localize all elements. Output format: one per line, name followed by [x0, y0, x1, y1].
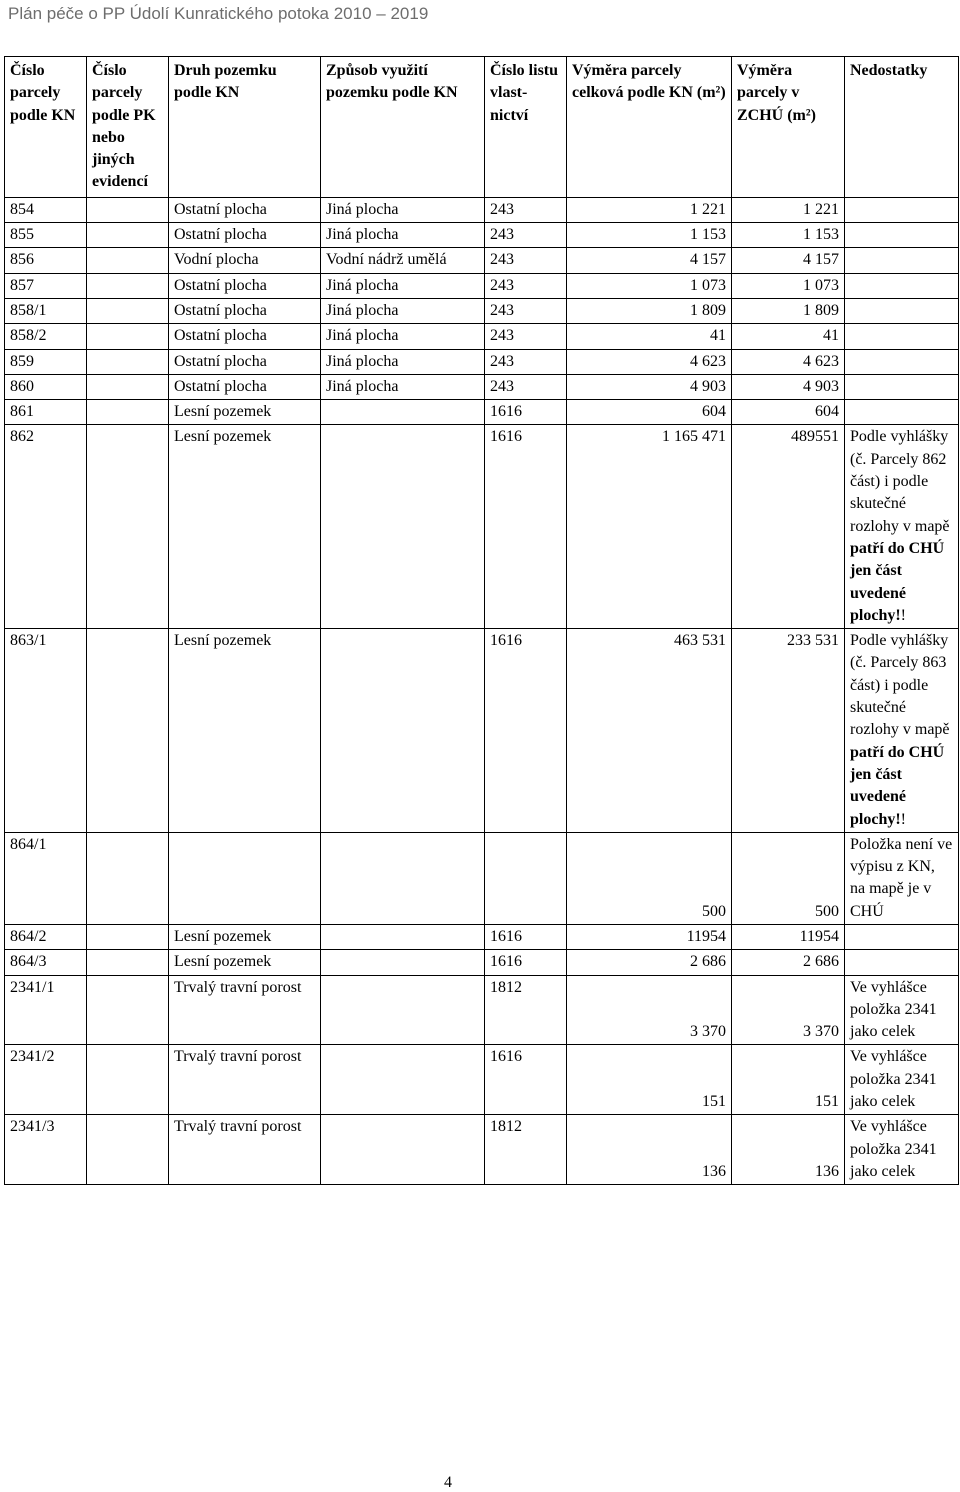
cell-pk — [87, 1045, 169, 1115]
cell-druh: Ostatní plocha — [169, 273, 321, 298]
cell-lv: 1812 — [485, 975, 567, 1045]
cell-celkova: 4 623 — [567, 349, 732, 374]
cell-zchu: 233 531 — [732, 629, 845, 833]
cell-druh: Lesní pozemek — [169, 950, 321, 975]
cell-celkova: 604 — [567, 400, 732, 425]
col-header-celkova: Výměra parcely celková podle KN (m²) — [567, 57, 732, 198]
cell-pk — [87, 400, 169, 425]
table-row — [5, 349, 959, 374]
cell-zpusob — [321, 425, 485, 629]
table-row — [5, 629, 959, 833]
cell-kn: 856 — [5, 248, 87, 273]
cell-druh: Ostatní plocha — [169, 349, 321, 374]
col-header-pk: Číslo parcely podle PK nebo jiných evidencí — [87, 57, 169, 198]
cell-druh: Vodní plocha — [169, 248, 321, 273]
cell-druh: Ostatní plocha — [169, 223, 321, 248]
cell-celkova: 4 903 — [567, 374, 732, 399]
cell-druh: Trvalý travní porost — [169, 1115, 321, 1185]
cell-zpusob — [321, 832, 485, 924]
cell-pk — [87, 298, 169, 323]
cell-lv: 243 — [485, 197, 567, 222]
cell-note — [845, 273, 959, 298]
cell-celkova: 3 370 — [567, 975, 732, 1045]
cell-zpusob — [321, 629, 485, 833]
cell-zchu: 3 370 — [732, 975, 845, 1045]
cell-pk — [87, 197, 169, 222]
table-row — [5, 1045, 959, 1115]
cell-celkova: 41 — [567, 324, 732, 349]
col-header-zchu: Výměra parcely v ZCHÚ (m²) — [732, 57, 845, 198]
cell-celkova: 2 686 — [567, 950, 732, 975]
cell-kn: 860 — [5, 374, 87, 399]
cell-note: Ve vyhlášce položka 2341 jako celek — [845, 1045, 959, 1115]
table-row — [5, 298, 959, 323]
cell-celkova: 1 809 — [567, 298, 732, 323]
cell-celkova: 463 531 — [567, 629, 732, 833]
col-header-lv: Číslo listu vlast-nictví — [485, 57, 567, 198]
cell-pk — [87, 223, 169, 248]
cell-kn: 858/2 — [5, 324, 87, 349]
cell-kn: 864/1 — [5, 832, 87, 924]
col-header-kn: Číslo parcely podle KN — [5, 57, 87, 198]
cell-zpusob: Jiná plocha — [321, 223, 485, 248]
note-plain: Podle vyhlášky (č. Parcely 862 část) i podle skutečné rozlohy v mapě — [850, 428, 950, 535]
cell-note — [845, 950, 959, 975]
cell-druh: Lesní pozemek — [169, 629, 321, 833]
cell-note — [845, 197, 959, 222]
cell-pk — [87, 374, 169, 399]
cell-note — [845, 223, 959, 248]
page-number: 4 — [444, 1474, 452, 1491]
cell-celkova: 4 157 — [567, 248, 732, 273]
cell-note — [845, 324, 959, 349]
cell-note — [845, 924, 959, 949]
table-row — [5, 248, 959, 273]
cell-zchu: 4 623 — [732, 349, 845, 374]
cell-zpusob — [321, 924, 485, 949]
cell-zpusob: Jiná plocha — [321, 324, 485, 349]
cell-zchu: 11954 — [732, 924, 845, 949]
cell-zpusob: Jiná plocha — [321, 374, 485, 399]
table-row — [5, 374, 959, 399]
col-header-nedostatky: Nedostatky — [845, 57, 959, 198]
cell-note — [845, 400, 959, 425]
cell-celkova: 1 221 — [567, 197, 732, 222]
cell-druh: Ostatní plocha — [169, 298, 321, 323]
cell-kn: 859 — [5, 349, 87, 374]
cell-druh: Ostatní plocha — [169, 324, 321, 349]
table-row — [5, 400, 959, 425]
cell-lv: 1616 — [485, 950, 567, 975]
cell-zpusob — [321, 1045, 485, 1115]
cell-note — [845, 248, 959, 273]
cell-note — [845, 298, 959, 323]
cell-zchu: 489551 — [732, 425, 845, 629]
cell-kn: 864/2 — [5, 924, 87, 949]
col-header-druh: Druh pozemku podle KN — [169, 57, 321, 198]
cell-lv: 243 — [485, 298, 567, 323]
cell-pk — [87, 425, 169, 629]
cell-zchu: 151 — [732, 1045, 845, 1115]
cell-celkova: 11954 — [567, 924, 732, 949]
cell-kn: 863/1 — [5, 629, 87, 833]
cell-lv: 1616 — [485, 924, 567, 949]
cell-celkova: 1 165 471 — [567, 425, 732, 629]
cell-zpusob — [321, 950, 485, 975]
table-row — [5, 425, 959, 629]
cell-note: Ve vyhlášce položka 2341 jako celek — [845, 1115, 959, 1185]
cell-druh — [169, 832, 321, 924]
table-row — [5, 223, 959, 248]
cell-note — [845, 629, 959, 833]
cell-lv: 1616 — [485, 425, 567, 629]
cell-druh: Lesní pozemek — [169, 400, 321, 425]
cell-kn: 861 — [5, 400, 87, 425]
table-row — [5, 950, 959, 975]
cell-zchu: 4 903 — [732, 374, 845, 399]
cell-pk — [87, 629, 169, 833]
cell-note — [845, 349, 959, 374]
cell-zchu: 2 686 — [732, 950, 845, 975]
cell-celkova: 136 — [567, 1115, 732, 1185]
cell-lv: 243 — [485, 324, 567, 349]
cell-lv: 1616 — [485, 400, 567, 425]
cell-kn: 855 — [5, 223, 87, 248]
cell-kn: 864/3 — [5, 950, 87, 975]
cell-druh: Trvalý travní porost — [169, 1045, 321, 1115]
table-row — [5, 924, 959, 949]
cell-druh: Trvalý travní porost — [169, 975, 321, 1045]
cell-pk — [87, 248, 169, 273]
table-row — [5, 975, 959, 1045]
cell-kn: 854 — [5, 197, 87, 222]
table-row — [5, 1115, 959, 1185]
cell-pk — [87, 273, 169, 298]
cell-lv: 1616 — [485, 1045, 567, 1115]
cell-zchu: 1 809 — [732, 298, 845, 323]
cell-pk — [87, 924, 169, 949]
cell-celkova: 1 073 — [567, 273, 732, 298]
cell-zpusob: Jiná plocha — [321, 298, 485, 323]
cell-kn: 2341/3 — [5, 1115, 87, 1185]
table-header-row — [5, 57, 959, 198]
table-row — [5, 197, 959, 222]
cell-note: Položka není ve výpisu z KN, na mapě je v CHÚ — [845, 832, 959, 924]
cell-pk — [87, 324, 169, 349]
cell-druh: Lesní pozemek — [169, 924, 321, 949]
cell-zchu: 1 221 — [732, 197, 845, 222]
cell-zchu: 4 157 — [732, 248, 845, 273]
cell-kn: 2341/2 — [5, 1045, 87, 1115]
cell-zchu: 1 153 — [732, 223, 845, 248]
col-header-zpusob: Způsob využití pozemku podle KN — [321, 57, 485, 198]
note-bold: patří do CHÚ jen část uvedené plochy! — [850, 539, 945, 624]
table-row — [5, 324, 959, 349]
cell-kn: 862 — [5, 425, 87, 629]
page-header-title: Plán péče o PP Údolí Kunratického potoka 2010 – 2019 — [8, 4, 429, 23]
cell-kn: 2341/1 — [5, 975, 87, 1045]
cell-druh: Lesní pozemek — [169, 425, 321, 629]
cell-celkova: 500 — [567, 832, 732, 924]
note-tail: ! — [900, 810, 906, 828]
cell-zpusob: Jiná plocha — [321, 273, 485, 298]
cell-note: Ve vyhlášce položka 2341 jako celek — [845, 975, 959, 1045]
cell-zchu: 1 073 — [732, 273, 845, 298]
cell-celkova: 1 153 — [567, 223, 732, 248]
cell-zpusob — [321, 1115, 485, 1185]
cell-zpusob: Vodní nádrž umělá — [321, 248, 485, 273]
cell-kn: 858/1 — [5, 298, 87, 323]
note-plain: Podle vyhlášky (č. Parcely 863 část) i podle skutečné rozlohy v mapě — [850, 632, 950, 739]
parcel-table — [4, 56, 959, 1185]
cell-kn: 857 — [5, 273, 87, 298]
cell-zchu: 136 — [732, 1115, 845, 1185]
cell-zpusob: Jiná plocha — [321, 349, 485, 374]
note-bold: patří do CHÚ jen část uvedené plochy! — [850, 743, 945, 828]
cell-pk — [87, 1115, 169, 1185]
cell-zpusob — [321, 400, 485, 425]
cell-celkova: 151 — [567, 1045, 732, 1115]
cell-zchu: 41 — [732, 324, 845, 349]
cell-lv — [485, 832, 567, 924]
cell-druh: Ostatní plocha — [169, 374, 321, 399]
cell-zchu: 604 — [732, 400, 845, 425]
cell-pk — [87, 832, 169, 924]
cell-note — [845, 425, 959, 629]
cell-lv: 243 — [485, 273, 567, 298]
cell-pk — [87, 349, 169, 374]
cell-lv: 243 — [485, 248, 567, 273]
cell-zpusob: Jiná plocha — [321, 197, 485, 222]
cell-lv: 243 — [485, 349, 567, 374]
table-row — [5, 832, 959, 924]
cell-lv: 243 — [485, 374, 567, 399]
note-tail: ! — [900, 606, 906, 624]
cell-zpusob — [321, 975, 485, 1045]
table-row — [5, 273, 959, 298]
cell-druh: Ostatní plocha — [169, 197, 321, 222]
cell-note — [845, 374, 959, 399]
cell-pk — [87, 950, 169, 975]
cell-lv: 1616 — [485, 629, 567, 833]
cell-pk — [87, 975, 169, 1045]
cell-lv: 243 — [485, 223, 567, 248]
cell-zchu: 500 — [732, 832, 845, 924]
cell-lv: 1812 — [485, 1115, 567, 1185]
